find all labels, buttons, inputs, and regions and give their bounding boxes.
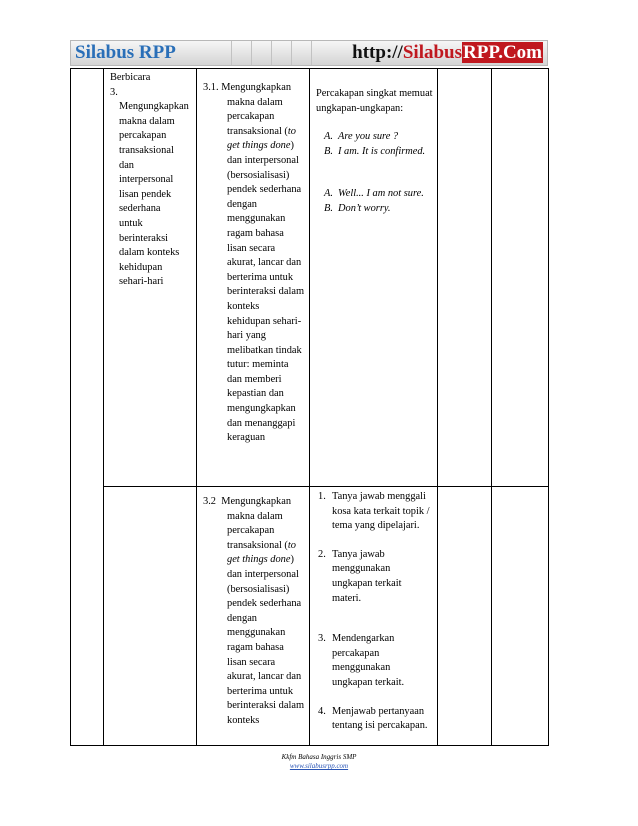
competency-cell [104, 69, 197, 487]
list-marker: 3. [318, 633, 326, 645]
list-marker: B. [324, 202, 333, 214]
url-prefix: http:// [352, 42, 403, 63]
list-item [316, 202, 433, 217]
indicator-lead: Mengungkapkan makna dalam percakapan transaksional ( [221, 496, 292, 551]
list-text: Menjawab pertanyaan tentang isi percakapan. [332, 705, 428, 732]
banner-grid-cell [251, 41, 272, 65]
material-cell [310, 69, 438, 487]
list-marker: A. [324, 188, 333, 200]
url-mid: Silabus [402, 42, 462, 63]
list-marker: 4. [318, 705, 326, 717]
list-text: I am. It is confirmed. [338, 145, 426, 157]
indicator-rest: ) dan interpersonal (bersosialisasi) pendek sederhana dengan menggunakan ragam bahasa lisan secara akurat, lancar dan berterima untuk berinteraksi dalam konteks kehidupan sehari-hari yang melibatkan tindak tutur: meminta dan memberi kepastian dan mengungkapkan dan menanggapi keraguan [227, 140, 305, 444]
list-text: Mendengarkan percakapan menggunakan ungkapan terkait. [332, 633, 405, 688]
syllabus-table [70, 68, 549, 746]
indicator-cell [197, 487, 310, 746]
site-url[interactable] [352, 42, 543, 64]
empty-cell [492, 487, 549, 746]
list-marker: 2. [318, 548, 326, 560]
list-marker: 1. [318, 491, 326, 502]
indicator-text [203, 81, 305, 446]
activities-cell [310, 487, 438, 746]
indicator-lead: Mengungkapkan makna dalam percakapan transaksional ( [221, 82, 292, 137]
material-intro: Percakapan singkat memuat ungkapan-ungkapan: [316, 88, 433, 114]
empty-cell [438, 69, 492, 487]
indicator-rest: ) dan interpersonal (bersosialisasi) pendek sederhana dengan menggunakan ragam bahasa lisan secara akurat, lancar dan berterima untuk berinteraksi dalam konteks [227, 554, 305, 726]
list-item [316, 548, 431, 606]
list-item [316, 705, 431, 734]
banner-grid-cell [211, 41, 232, 65]
list-text: Tanya jawab menggunakan ungkapan terkait materi. [332, 548, 402, 604]
indicator-italic: to get things done [227, 125, 296, 152]
list-text: Are you sure ? [338, 131, 399, 143]
list-text: Well... I am not sure. [338, 188, 424, 200]
indicator-text [203, 495, 305, 729]
list-item [316, 490, 431, 534]
list-item [316, 130, 433, 145]
list-text: Don’t worry. [338, 202, 391, 214]
footer-caption: Kkfm Bahasa Inggris SMP [281, 753, 357, 761]
site-title: Silabus RPP [75, 42, 176, 63]
indicator-italic: to get things done [227, 539, 296, 566]
table-row [71, 487, 549, 746]
url-suffix: RPP.Com [463, 42, 542, 63]
indicator-number: 3.2 [203, 496, 216, 507]
banner-grid-cell [291, 41, 312, 65]
banner-grid-cell [271, 41, 292, 65]
table-row [71, 69, 549, 487]
empty-cell [438, 487, 492, 746]
list-marker: B. [324, 145, 333, 157]
empty-cell [104, 487, 197, 746]
indicator-cell [197, 69, 310, 487]
list-text: Tanya jawab menggali kosa kata terkait topik / tema yang dipelajari. [332, 491, 430, 532]
competency-title: Berbicara [110, 72, 151, 83]
empty-cell [492, 69, 549, 487]
banner-grid-cell [231, 41, 252, 65]
footer-link[interactable]: www.silabusrpp.com [289, 762, 349, 770]
competency-number: 3. [110, 86, 118, 98]
list-item [316, 632, 431, 690]
list-item [316, 145, 433, 160]
empty-cell [71, 69, 104, 746]
header-banner [70, 40, 548, 66]
list-marker: A. [324, 131, 333, 143]
indicator-number: 3.1. [203, 82, 219, 93]
competency-text: Mengungkapkan makna dalam percakapan transaksional dan interpersonal lisan pendek sederhana untuk berinteraksi dalam konteks kehidupan sehari-hari [119, 101, 189, 288]
list-item [316, 187, 433, 202]
